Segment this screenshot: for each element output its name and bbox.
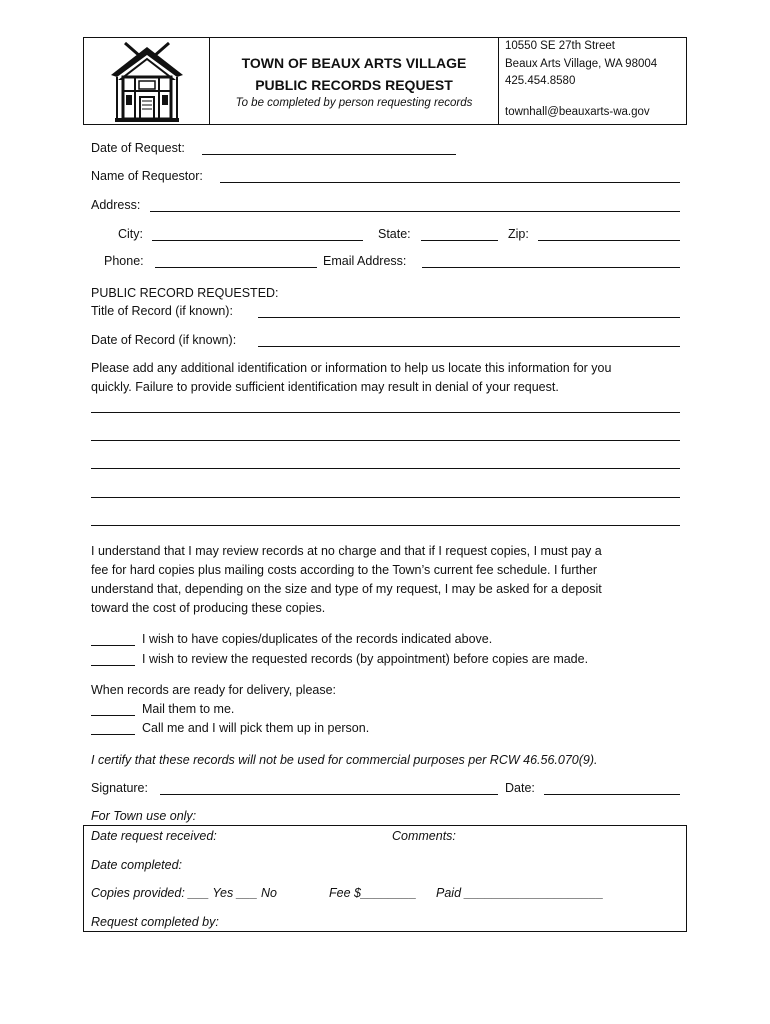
delivery-heading: When records are ready for delivery, please: xyxy=(91,683,337,697)
understanding-line-1: I understand that I may review records at no charge and that if I request copies, I must pay a xyxy=(91,544,602,558)
email-address-field[interactable] xyxy=(422,267,680,268)
town-email: townhall@beauxarts-wa.gov xyxy=(505,106,650,118)
copies-provided-label: Copies provided: ___ Yes ___ No xyxy=(91,886,278,900)
form-instructions: To be completed by person requesting records xyxy=(235,97,473,109)
name-of-requestor-field[interactable] xyxy=(220,182,680,183)
record-title-label: Title of Record (if known): xyxy=(91,304,233,318)
record-date-field[interactable] xyxy=(258,346,680,347)
additional-info-line[interactable] xyxy=(91,497,680,498)
completed-by-label: Request completed by: xyxy=(91,915,219,929)
address-label: Address: xyxy=(91,198,141,212)
date-received-label: Date request received: xyxy=(91,829,217,843)
record-requested-heading: PUBLIC RECORD REQUESTED: xyxy=(91,286,279,300)
comments-label: Comments: xyxy=(392,829,456,843)
phone-label: Phone: xyxy=(104,254,144,268)
zip-field[interactable] xyxy=(538,240,680,241)
review-option-label: I wish to review the requested records (by appointment) before copies are made. xyxy=(142,652,589,666)
header-box xyxy=(83,37,687,125)
town-use-box xyxy=(83,825,687,932)
state-field[interactable] xyxy=(421,240,498,241)
date-of-request-field[interactable] xyxy=(202,154,456,155)
contact-cell xyxy=(498,38,686,124)
additional-info-line[interactable] xyxy=(91,412,680,413)
understanding-line-4: toward the cost of producing these copies. xyxy=(91,601,326,615)
paid-label: Paid ____________________ xyxy=(436,886,604,900)
street-address: 10550 SE 27th Street xyxy=(505,40,615,52)
date-of-request-label: Date of Request: xyxy=(91,141,185,155)
signature-field[interactable] xyxy=(160,794,498,795)
address-field[interactable] xyxy=(150,211,680,212)
date-completed-label: Date completed: xyxy=(91,858,183,872)
city-state-zip: Beaux Arts Village, WA 98004 xyxy=(505,58,658,70)
fee-label: Fee $________ xyxy=(329,886,417,900)
record-title-field[interactable] xyxy=(258,317,680,318)
mail-option-label: Mail them to me. xyxy=(142,702,235,716)
instructions-line-1: Please add any additional identification or information to help us locate this information for you xyxy=(91,361,612,375)
instructions-line-2: quickly. Failure to provide sufficient identification may result in denial of your request. xyxy=(91,380,559,394)
form-title: TOWN OF BEAUX ARTS VILLAGE xyxy=(241,55,467,71)
mail-option-blank[interactable] xyxy=(91,715,135,716)
form-subtitle-title: PUBLIC RECORDS REQUEST xyxy=(255,77,453,93)
certification-statement: I certify that these records will not be used for commercial purposes per RCW 46.56.070(9). xyxy=(91,753,598,767)
city-label: City: xyxy=(118,227,143,241)
signature-date-label: Date: xyxy=(505,781,535,795)
email-address-label: Email Address: xyxy=(323,254,407,268)
signature-label: Signature: xyxy=(91,781,148,795)
signature-date-field[interactable] xyxy=(544,794,680,795)
understanding-line-2: fee for hard copies plus mailing costs according to the Town’s current fee schedule. I further xyxy=(91,563,598,577)
pickup-option-blank[interactable] xyxy=(91,734,135,735)
phone-field[interactable] xyxy=(155,267,317,268)
logo-cell xyxy=(84,38,210,124)
copies-option-blank[interactable] xyxy=(91,645,135,646)
pickup-option-label: Call me and I will pick them up in person. xyxy=(142,721,370,735)
additional-info-line[interactable] xyxy=(91,525,680,526)
town-use-heading: For Town use only: xyxy=(91,809,197,823)
city-field[interactable] xyxy=(152,240,363,241)
additional-info-line[interactable] xyxy=(91,440,680,441)
town-phone: 425.454.8580 xyxy=(505,75,576,87)
town-hall-logo-icon xyxy=(107,41,187,123)
additional-info-line[interactable] xyxy=(91,468,680,469)
copies-option-label: I wish to have copies/duplicates of the records indicated above. xyxy=(142,632,493,646)
review-option-blank[interactable] xyxy=(91,665,135,666)
zip-label: Zip: xyxy=(508,227,529,241)
understanding-line-3: understand that, depending on the size and type of my request, I may be asked for a deposit xyxy=(91,582,602,596)
name-of-requestor-label: Name of Requestor: xyxy=(91,169,203,183)
state-label: State: xyxy=(378,227,411,241)
record-date-label: Date of Record (if known): xyxy=(91,333,237,347)
